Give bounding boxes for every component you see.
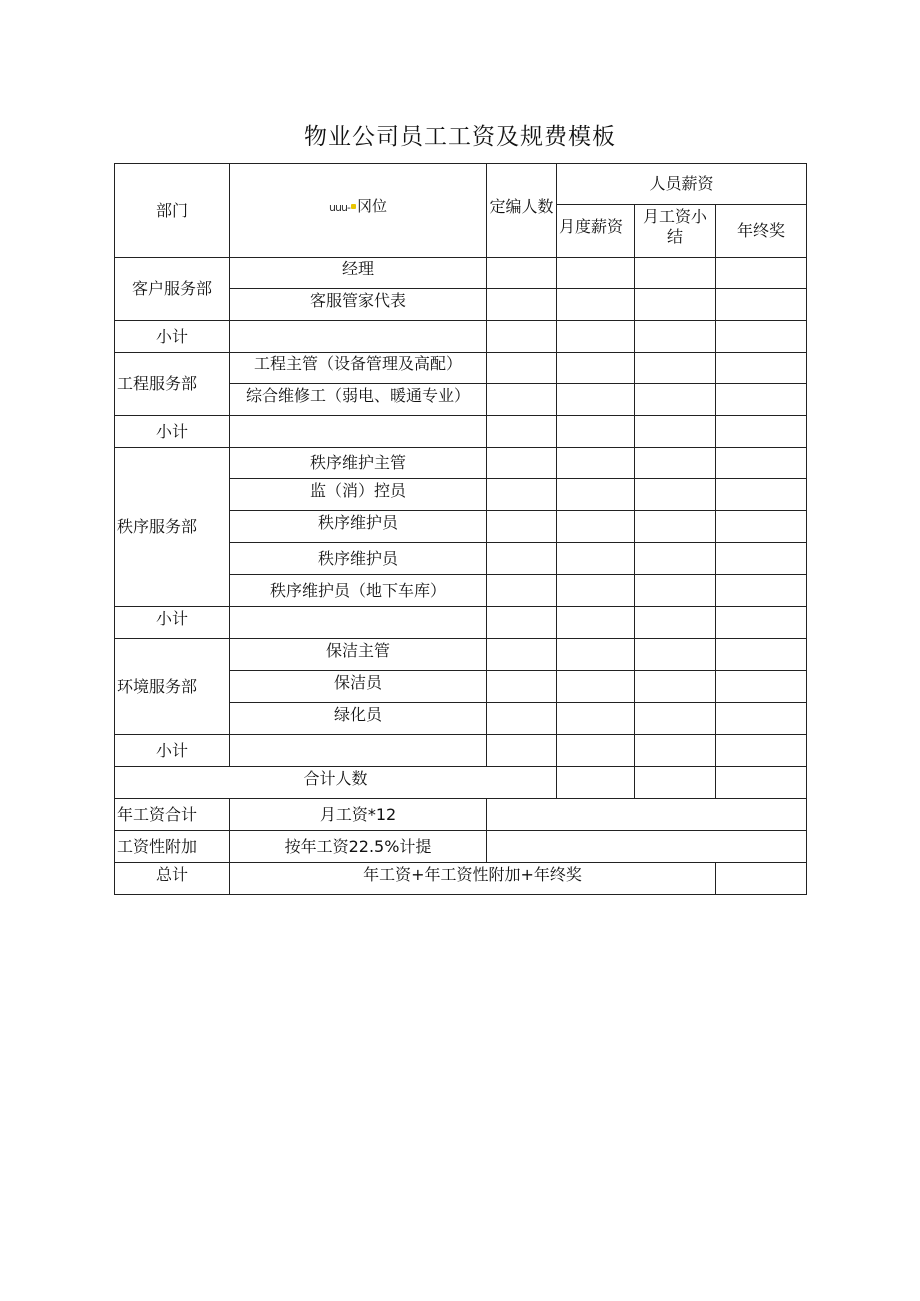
table-row bbox=[115, 448, 807, 479]
monthly-subtotal-cell[interactable] bbox=[635, 258, 716, 289]
headcount-cell[interactable] bbox=[487, 639, 557, 671]
monthly-subtotal-cell[interactable] bbox=[635, 671, 716, 703]
dept-name: 秩序服务部 bbox=[115, 448, 230, 607]
position-cell: 监（消）控员 bbox=[230, 479, 487, 511]
bonus-cell[interactable] bbox=[716, 703, 807, 735]
monthly-cell[interactable] bbox=[557, 448, 635, 479]
annual-formula: 月工资*12 bbox=[230, 799, 487, 831]
monthly-subtotal-cell[interactable] bbox=[635, 575, 716, 607]
header-headcount: 定编人数 bbox=[487, 164, 557, 258]
header-dept: 部门 bbox=[115, 164, 230, 258]
position-cell: 秩序维护员（地下车库） bbox=[230, 575, 487, 607]
position-cell: 秩序维护员 bbox=[230, 511, 487, 543]
headcount-cell[interactable] bbox=[487, 258, 557, 289]
surcharge-row bbox=[115, 831, 807, 863]
position-cell: 综合维修工（弱电、暖通专业） bbox=[230, 384, 487, 416]
grand-label: 总计 bbox=[115, 863, 230, 895]
monthly-cell[interactable] bbox=[557, 353, 635, 384]
header-row-1 bbox=[115, 164, 807, 205]
bonus-cell[interactable] bbox=[716, 767, 807, 799]
monthly-subtotal-cell[interactable] bbox=[635, 767, 716, 799]
position-cell: 经理 bbox=[230, 258, 487, 289]
bonus-cell[interactable] bbox=[716, 258, 807, 289]
bonus-cell[interactable] bbox=[716, 543, 807, 575]
position-cell: 工程主管（设备管理及高配） bbox=[230, 353, 487, 384]
headcount-cell[interactable] bbox=[487, 671, 557, 703]
header-post-text: 冈位 bbox=[356, 196, 387, 215]
monthly-cell[interactable] bbox=[557, 321, 635, 353]
monthly-cell[interactable] bbox=[557, 543, 635, 575]
bonus-cell[interactable] bbox=[716, 384, 807, 416]
monthly-cell[interactable] bbox=[557, 735, 635, 767]
headcount-cell[interactable] bbox=[487, 607, 557, 639]
monthly-cell[interactable] bbox=[557, 671, 635, 703]
headcount-cell[interactable] bbox=[487, 511, 557, 543]
subtotal-position-cell[interactable] bbox=[230, 735, 487, 767]
monthly-cell[interactable] bbox=[557, 384, 635, 416]
table-row bbox=[115, 258, 807, 289]
dept-name: 客户服务部 bbox=[115, 258, 230, 321]
bonus-cell[interactable] bbox=[716, 416, 807, 448]
subtotal-position-cell[interactable] bbox=[230, 321, 487, 353]
subtotal-label: 小计 bbox=[115, 321, 230, 353]
headcount-cell[interactable] bbox=[487, 321, 557, 353]
monthly-cell[interactable] bbox=[557, 511, 635, 543]
bonus-cell[interactable] bbox=[716, 353, 807, 384]
headcount-cell[interactable] bbox=[487, 543, 557, 575]
bonus-cell[interactable] bbox=[716, 448, 807, 479]
monthly-subtotal-cell[interactable] bbox=[635, 543, 716, 575]
headcount-cell[interactable] bbox=[487, 384, 557, 416]
highlight-mark-icon bbox=[351, 204, 356, 209]
headcount-cell[interactable] bbox=[487, 448, 557, 479]
monthly-cell[interactable] bbox=[557, 639, 635, 671]
salary-table bbox=[114, 163, 807, 895]
monthly-cell[interactable] bbox=[557, 289, 635, 321]
header-salary-group: 人员薪资 bbox=[557, 164, 807, 205]
surcharge-label: 工资性附加 bbox=[115, 831, 230, 863]
position-cell: 秩序维护主管 bbox=[230, 448, 487, 479]
bonus-cell[interactable] bbox=[716, 575, 807, 607]
monthly-subtotal-cell[interactable] bbox=[635, 703, 716, 735]
position-cell: 保洁主管 bbox=[230, 639, 487, 671]
dept-name: 工程服务部 bbox=[115, 353, 230, 416]
headcount-cell[interactable] bbox=[487, 416, 557, 448]
bonus-cell[interactable] bbox=[716, 607, 807, 639]
position-cell: 客服管家代表 bbox=[230, 289, 487, 321]
annual-total-row bbox=[115, 799, 807, 831]
monthly-subtotal-cell[interactable] bbox=[635, 353, 716, 384]
table-row bbox=[115, 353, 807, 384]
header-monthly-subtotal: 月工资小结 bbox=[635, 205, 716, 258]
monthly-subtotal-cell[interactable] bbox=[635, 479, 716, 511]
subtotal-position-cell[interactable] bbox=[230, 416, 487, 448]
monthly-cell[interactable] bbox=[557, 767, 635, 799]
subtotal-row bbox=[115, 321, 807, 353]
monthly-subtotal-cell[interactable] bbox=[635, 607, 716, 639]
monthly-subtotal-cell[interactable] bbox=[635, 289, 716, 321]
grand-value-cell[interactable] bbox=[716, 863, 807, 895]
dept-name: 环境服务部 bbox=[115, 639, 230, 735]
table-row bbox=[115, 639, 807, 671]
subtotal-label: 小计 bbox=[115, 607, 230, 639]
headcount-cell[interactable] bbox=[487, 575, 557, 607]
monthly-cell[interactable] bbox=[557, 703, 635, 735]
total-headcount-row bbox=[115, 767, 807, 799]
bonus-cell[interactable] bbox=[716, 511, 807, 543]
subtotal-row bbox=[115, 416, 807, 448]
annual-label: 年工资合计 bbox=[115, 799, 230, 831]
monthly-subtotal-cell[interactable] bbox=[635, 511, 716, 543]
header-post bbox=[230, 164, 487, 258]
bonus-cell[interactable] bbox=[716, 735, 807, 767]
headcount-cell[interactable] bbox=[487, 289, 557, 321]
bonus-cell[interactable] bbox=[716, 671, 807, 703]
bonus-cell[interactable] bbox=[716, 321, 807, 353]
headcount-cell[interactable] bbox=[487, 703, 557, 735]
header-post-prefix: uuu- bbox=[329, 200, 350, 214]
total-headcount-label: 合计人数 bbox=[115, 767, 557, 799]
monthly-subtotal-cell[interactable] bbox=[635, 384, 716, 416]
subtotal-label: 小计 bbox=[115, 735, 230, 767]
monthly-subtotal-cell[interactable] bbox=[635, 735, 716, 767]
bonus-cell[interactable] bbox=[716, 479, 807, 511]
headcount-cell[interactable] bbox=[487, 353, 557, 384]
position-cell: 保洁员 bbox=[230, 671, 487, 703]
page-title: 物业公司员工工资及规费模板 bbox=[304, 124, 616, 150]
monthly-subtotal-cell[interactable] bbox=[635, 639, 716, 671]
monthly-subtotal-cell[interactable] bbox=[635, 448, 716, 479]
grand-formula: 年工资+年工资性附加+年终奖 bbox=[230, 863, 716, 895]
monthly-cell[interactable] bbox=[557, 575, 635, 607]
monthly-cell[interactable] bbox=[557, 479, 635, 511]
subtotal-row bbox=[115, 735, 807, 767]
bonus-cell[interactable] bbox=[716, 289, 807, 321]
subtotal-label: 小计 bbox=[115, 416, 230, 448]
position-cell: 绿化员 bbox=[230, 703, 487, 735]
position-cell: 秩序维护员 bbox=[230, 543, 487, 575]
monthly-subtotal-cell[interactable] bbox=[635, 416, 716, 448]
subtotal-row bbox=[115, 607, 807, 639]
grand-total-row bbox=[115, 863, 807, 895]
header-year-end-bonus: 年终奖 bbox=[716, 205, 807, 258]
subtotal-position-cell[interactable] bbox=[230, 607, 487, 639]
monthly-subtotal-cell[interactable] bbox=[635, 321, 716, 353]
surcharge-formula: 按年工资22.5%计提 bbox=[230, 831, 487, 863]
headcount-cell[interactable] bbox=[487, 735, 557, 767]
monthly-cell[interactable] bbox=[557, 607, 635, 639]
bonus-cell[interactable] bbox=[716, 639, 807, 671]
monthly-cell[interactable] bbox=[557, 416, 635, 448]
surcharge-value-cell[interactable] bbox=[487, 831, 807, 863]
annual-value-cell[interactable] bbox=[487, 799, 807, 831]
header-monthly: 月度薪资 bbox=[557, 205, 635, 258]
monthly-cell[interactable] bbox=[557, 258, 635, 289]
headcount-cell[interactable] bbox=[487, 479, 557, 511]
